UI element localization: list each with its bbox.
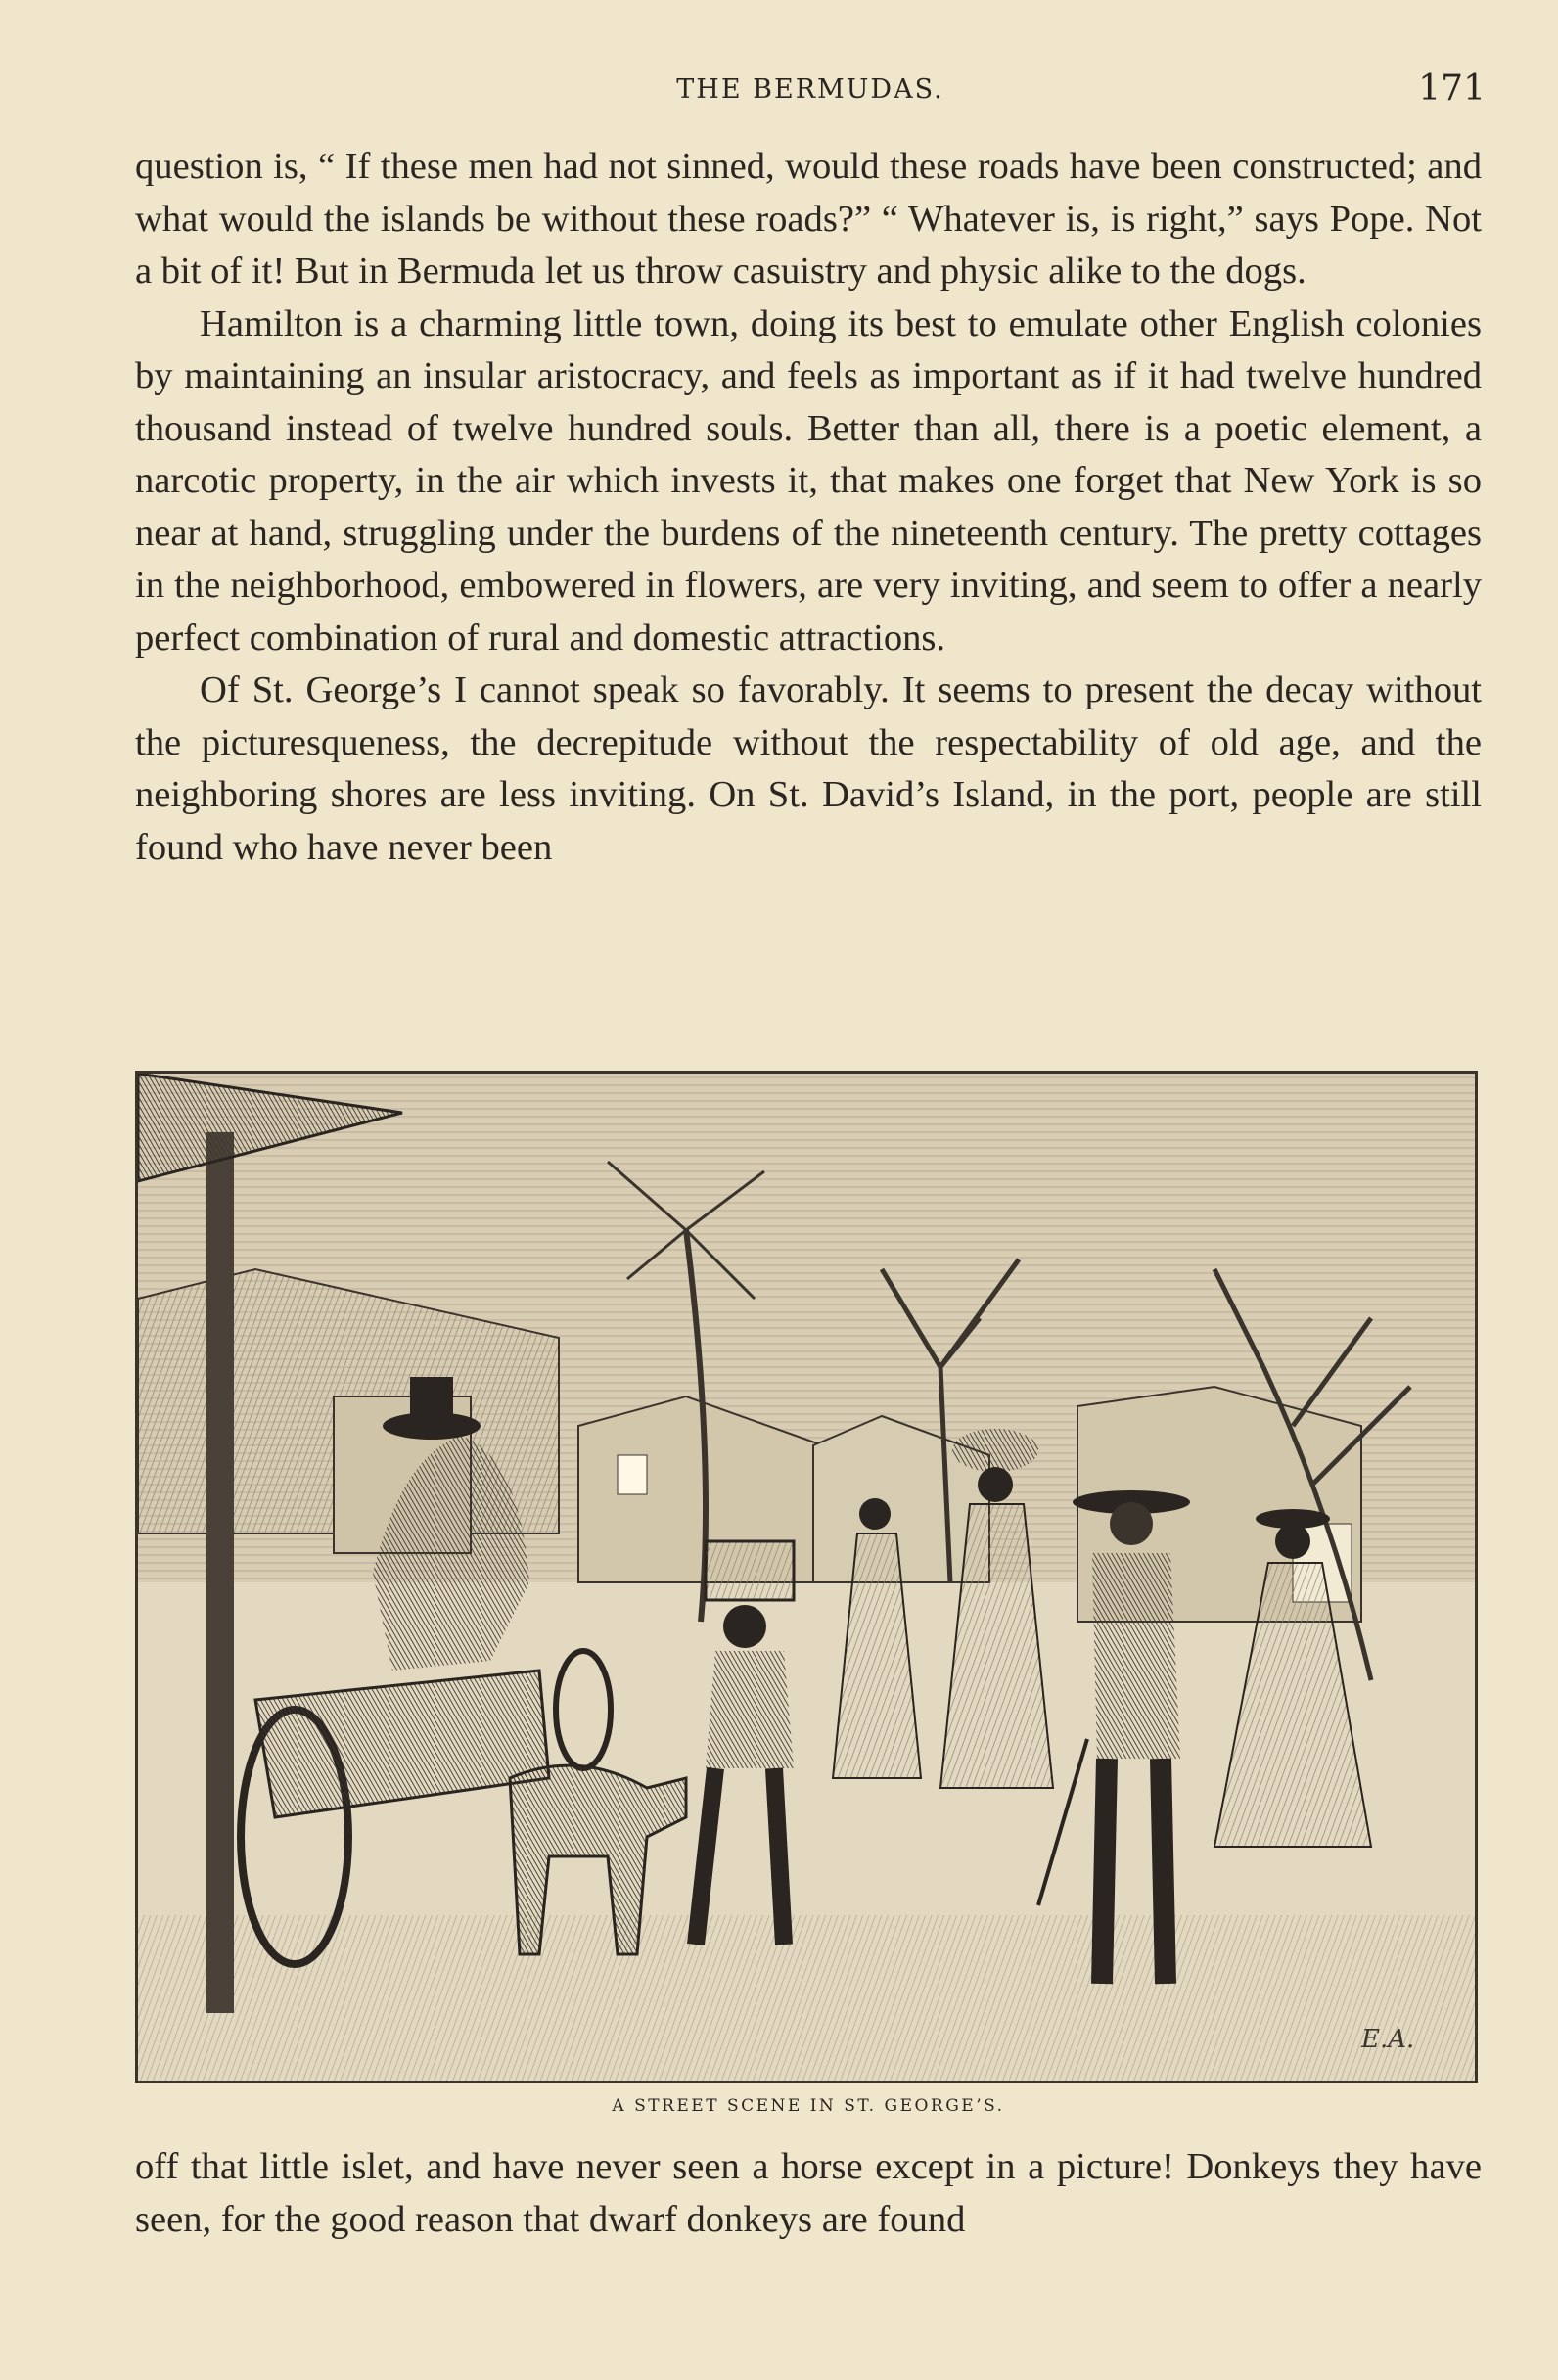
paragraph-hamilton: Hamilton is a charming little town, doing its best to emulate other English colonies by maintaining an insular aristocracy, and feels as important as if it had twelve hundred thousand instead of twelve hundred souls. Better than all, there is a poetic element, a narcotic property, in the air which invests it, that makes one forget that New York is so near at hand, struggling under the burdens of the nineteenth century. The pretty cottages in the neighborhood, embowered in flowers, are very inviting, and seem to offer a nearly perfect combination of rural and domestic attractions.	[135, 302, 1482, 659]
body-text-top	[135, 141, 1482, 874]
artist-signature: E.A.	[1361, 2025, 1415, 2054]
page-header	[135, 69, 1486, 117]
paragraph-continues: off that little islet, and have never seen a horse except in a picture! Donkeys they have seen, for the good reason that dwarf donkeys are found	[135, 2146, 1482, 2240]
paragraph-continued: question is, “ If these men had not sinned, would these roads have been constructed; and what would the islands be without these roads?” “ Whatever is, is right,” says Pope. Not a bit of it! But in Bermuda let us throw casuistry and physic alike to the dogs.	[135, 146, 1482, 292]
page-number: 171	[1418, 69, 1486, 109]
running-title: THE BERMUDAS.	[676, 74, 944, 105]
ground-shadow	[138, 1915, 1475, 2081]
body-text-bottom	[135, 2141, 1482, 2246]
engraving-illustration	[138, 1074, 1475, 2081]
paragraph-st-georges: Of St. George’s I cannot speak so favorably. It seems to present the decay without the picturesqueness, the decrepitude without the respectability of old age, and the neighboring shores are less inviting. On St. David’s Island, in the port, people are still found who have never been	[135, 669, 1482, 868]
engraving-street-scene	[135, 1071, 1478, 2083]
figure-caption: A STREET SCENE IN ST. GEORGE’S.	[612, 2096, 1005, 2116]
